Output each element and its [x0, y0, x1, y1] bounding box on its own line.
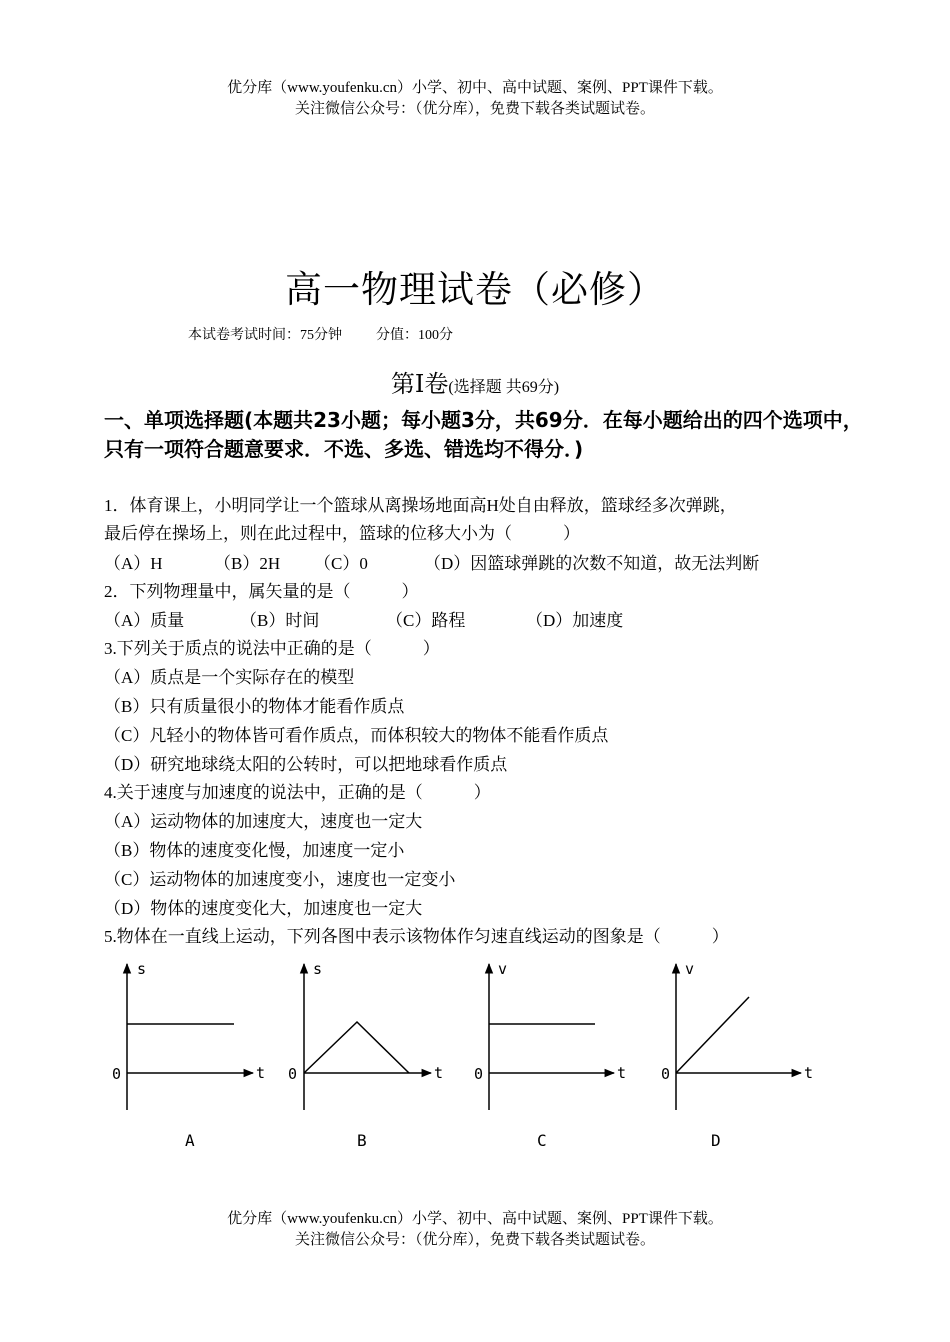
footer-line-2: 关注微信公众号：（优分库），免费下载各类试题试卷。	[294, 1232, 655, 1248]
question-2-stem: 2．下列物理量中，属矢量的是（ ）	[104, 582, 419, 601]
section-heading	[0, 364, 950, 399]
question-3-stem: 3.下列关于质点的说法中正确的是（ ）	[104, 639, 440, 658]
graph-a	[112, 960, 265, 1150]
option: （A）质量	[104, 611, 185, 630]
graph-b-x-label: t	[434, 1064, 444, 1082]
option: （D）加速度	[526, 611, 624, 630]
question-4-option-d: （D）物体的速度变化大，加速度也一定大	[104, 899, 423, 918]
exam-info	[188, 324, 453, 344]
question-1-options	[104, 552, 864, 576]
graph-c-y-label: v	[498, 960, 508, 978]
question-4-option-a: （A）运动物体的加速度大，速度也一定大	[104, 812, 423, 831]
footer-line-1: 优分库（www.youfenku.cn）小学、初中、高中试题、案例、PPT课件下载。	[227, 1211, 723, 1227]
graph-b-line	[304, 1022, 409, 1073]
graph-d-line	[676, 997, 749, 1073]
section-instruction: 一、单项选择题(本题共23小题；每小题3分，共69分．在每小题给出的四个选项中，只有一项符合题意要求．不选、多选、错选均不得分．)	[104, 408, 863, 461]
graph-b-label: B	[357, 1131, 367, 1150]
graph-c-label: C	[537, 1131, 547, 1150]
question-1-line-1: 1．体育课上，小明同学让一个篮球从离操场地面高H处自由释放，篮球经多次弹跳，	[104, 496, 737, 515]
graph-a-y-label: s	[137, 960, 147, 978]
question-4-option-b: （B）物体的速度变化慢，加速度一定小	[104, 841, 405, 860]
section-desc: (选择题 共69分)	[448, 379, 560, 396]
question-1-line-2: 最后停在操场上，则在此过程中，篮球的位移大小为（ ）	[104, 524, 580, 543]
question-5-stem: 5.物体在一直线上运动，下列各图中表示该物体作匀速直线运动的图象是（ ）	[104, 927, 729, 946]
question-3-option-c: （C）凡轻小的物体皆可看作质点，而体积较大的物体不能看作质点	[104, 726, 609, 745]
question-4-option-c: （C）运动物体的加速度变小，速度也一定变小	[104, 870, 456, 889]
exam-time: 本试卷考试时间：75分钟	[188, 328, 342, 343]
option: （C）路程	[386, 611, 466, 630]
graph-b-y-label: s	[313, 960, 323, 978]
question-4-stem: 4.关于速度与加速度的说法中，正确的是（ ）	[104, 783, 491, 802]
graph-d-label: D	[711, 1131, 721, 1150]
option: （A）H	[104, 554, 163, 573]
graph-b	[288, 960, 443, 1150]
section-label: 第Ⅰ卷	[390, 372, 449, 398]
option: （B）时间	[240, 611, 320, 630]
option: （D）因篮球弹跳的次数不知道，故无法判断	[424, 554, 760, 573]
graph-c	[474, 960, 626, 1150]
graph-c-origin: 0	[474, 1065, 484, 1083]
graph-b-origin: 0	[288, 1065, 298, 1083]
graph-d	[661, 960, 813, 1150]
question-3-option-a: （A）质点是一个实际存在的模型	[104, 668, 355, 687]
graph-d-y-label: v	[685, 960, 695, 978]
question-2-options	[104, 609, 864, 633]
question-3-option-d: （D）研究地球绕太阳的公转时，可以把地球看作质点	[104, 755, 508, 774]
exam-score: 分值：100分	[376, 328, 453, 343]
option: （C）0	[314, 554, 368, 573]
graph-a-origin: 0	[112, 1065, 122, 1083]
graph-d-origin: 0	[661, 1065, 671, 1083]
header-line-1: 优分库（www.youfenku.cn）小学、初中、高中试题、案例、PPT课件下载。	[227, 80, 723, 96]
question-5-graphs	[0, 950, 950, 1160]
graph-a-label: A	[185, 1131, 195, 1150]
graph-d-x-label: t	[804, 1064, 814, 1082]
graph-c-x-label: t	[617, 1064, 627, 1082]
question-3-option-b: （B）只有质量很小的物体才能看作质点	[104, 697, 405, 716]
header-line-2: 关注微信公众号：（优分库），免费下载各类试题试卷。	[294, 101, 655, 117]
graph-a-x-label: t	[256, 1064, 266, 1082]
option: （B）2H	[214, 554, 281, 573]
page-title: 高一物理试卷（必修）	[285, 270, 665, 311]
